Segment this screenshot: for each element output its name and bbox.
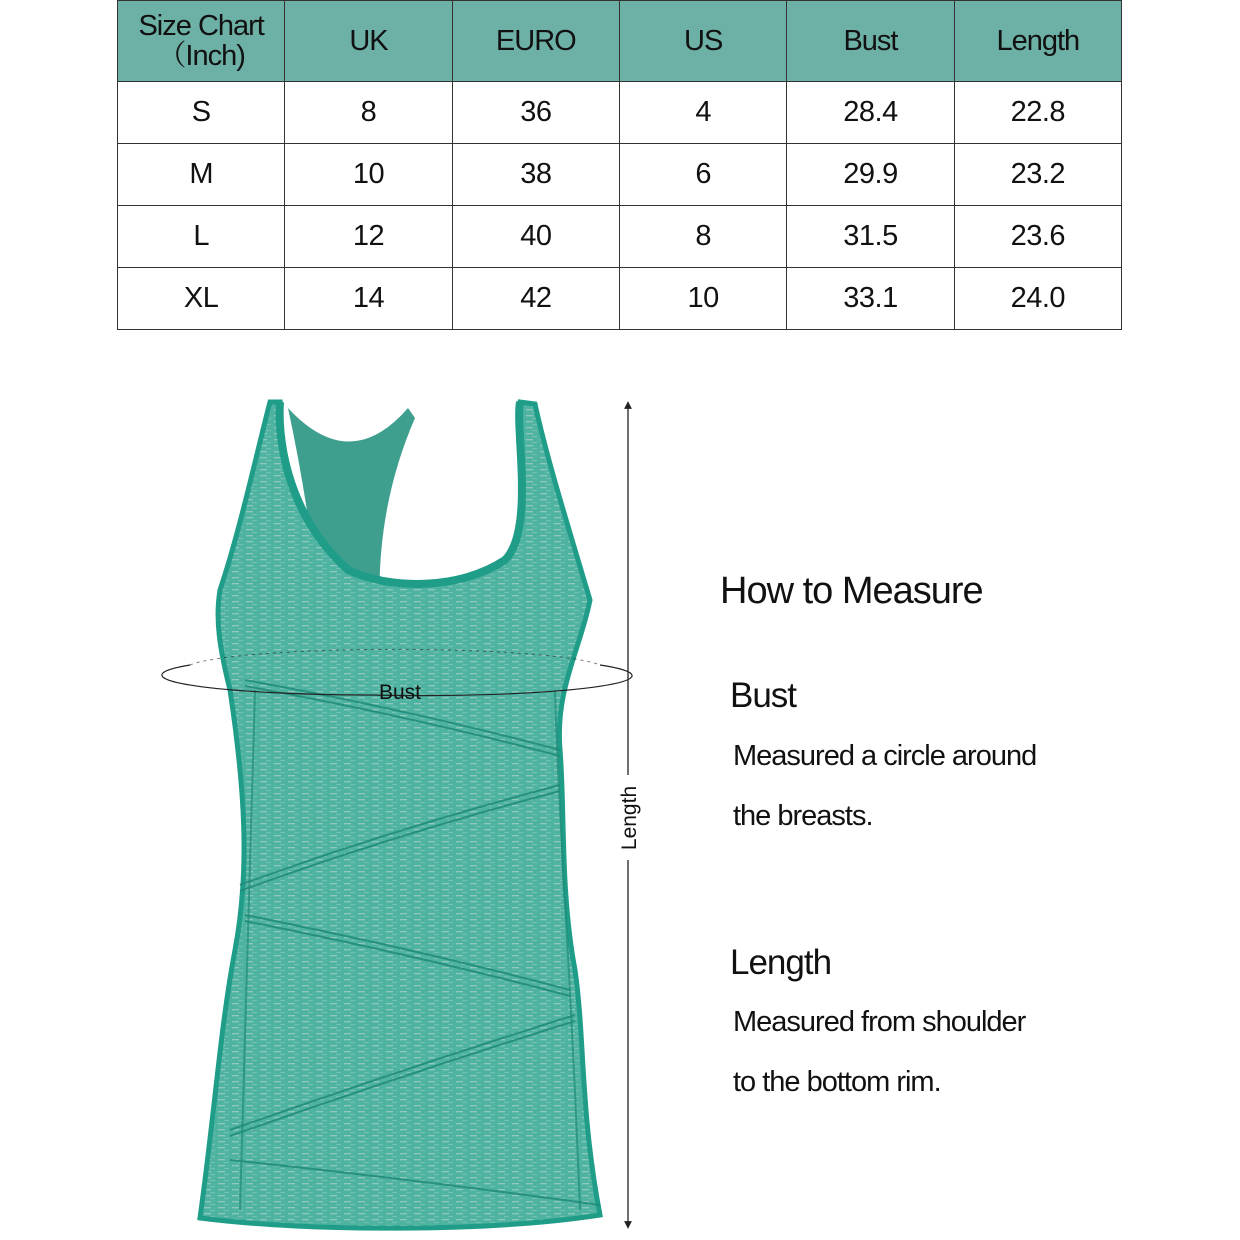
how-to-measure-title: How to Measure — [720, 570, 983, 612]
tank-top-illustration — [200, 402, 600, 1228]
cell-length: 24.0 — [954, 268, 1121, 330]
cell-bust: 33.1 — [787, 268, 954, 330]
header-bust: Bust — [787, 1, 954, 82]
header-euro: EURO — [452, 1, 619, 82]
cell-euro: 36 — [452, 82, 619, 144]
cell-uk: 10 — [285, 144, 452, 206]
cell-euro: 38 — [452, 144, 619, 206]
header-length: Length — [954, 1, 1121, 82]
table-row — [118, 144, 1122, 206]
cell-bust: 28.4 — [787, 82, 954, 144]
header-uk: UK — [285, 1, 452, 82]
cell-bust: 31.5 — [787, 206, 954, 268]
cell-us: 4 — [619, 82, 786, 144]
cell-size: M — [118, 144, 285, 206]
tank-top-figure — [160, 390, 660, 1240]
bust-heading: Bust — [730, 676, 797, 715]
bust-description-line1: Measured a circle around — [733, 740, 1037, 772]
cell-length: 23.6 — [954, 206, 1121, 268]
cell-euro: 40 — [452, 206, 619, 268]
table-row — [118, 268, 1122, 330]
cell-size: S — [118, 82, 285, 144]
length-heading: Length — [730, 943, 832, 982]
size-chart-table — [117, 0, 1122, 330]
header-us: US — [619, 1, 786, 82]
size-chart-header-row — [118, 1, 1122, 82]
table-row — [118, 206, 1122, 268]
cell-us: 8 — [619, 206, 786, 268]
cell-size: XL — [118, 268, 285, 330]
cell-length: 23.2 — [954, 144, 1121, 206]
cell-us: 10 — [619, 268, 786, 330]
length-description-line1: Measured from shoulder — [733, 1006, 1026, 1038]
header-size-chart — [118, 1, 285, 82]
bust-description-line2: the breasts. — [733, 800, 873, 832]
length-guide-label: Length — [618, 785, 641, 851]
bust-guide-label: Bust — [378, 681, 422, 704]
cell-bust: 29.9 — [787, 144, 954, 206]
header-size-chart-line1: Size Chart — [138, 10, 264, 42]
length-description-line2: to the bottom rim. — [733, 1066, 941, 1098]
cell-uk: 12 — [285, 206, 452, 268]
table-row — [118, 82, 1122, 144]
cell-length: 22.8 — [954, 82, 1121, 144]
cell-euro: 42 — [452, 268, 619, 330]
cell-size: L — [118, 206, 285, 268]
header-size-chart-line2: （Inch) — [157, 40, 245, 72]
tank-top-body-shape — [200, 402, 600, 1228]
cell-uk: 14 — [285, 268, 452, 330]
cell-uk: 8 — [285, 82, 452, 144]
cell-us: 6 — [619, 144, 786, 206]
length-measure-guide — [618, 405, 641, 1225]
